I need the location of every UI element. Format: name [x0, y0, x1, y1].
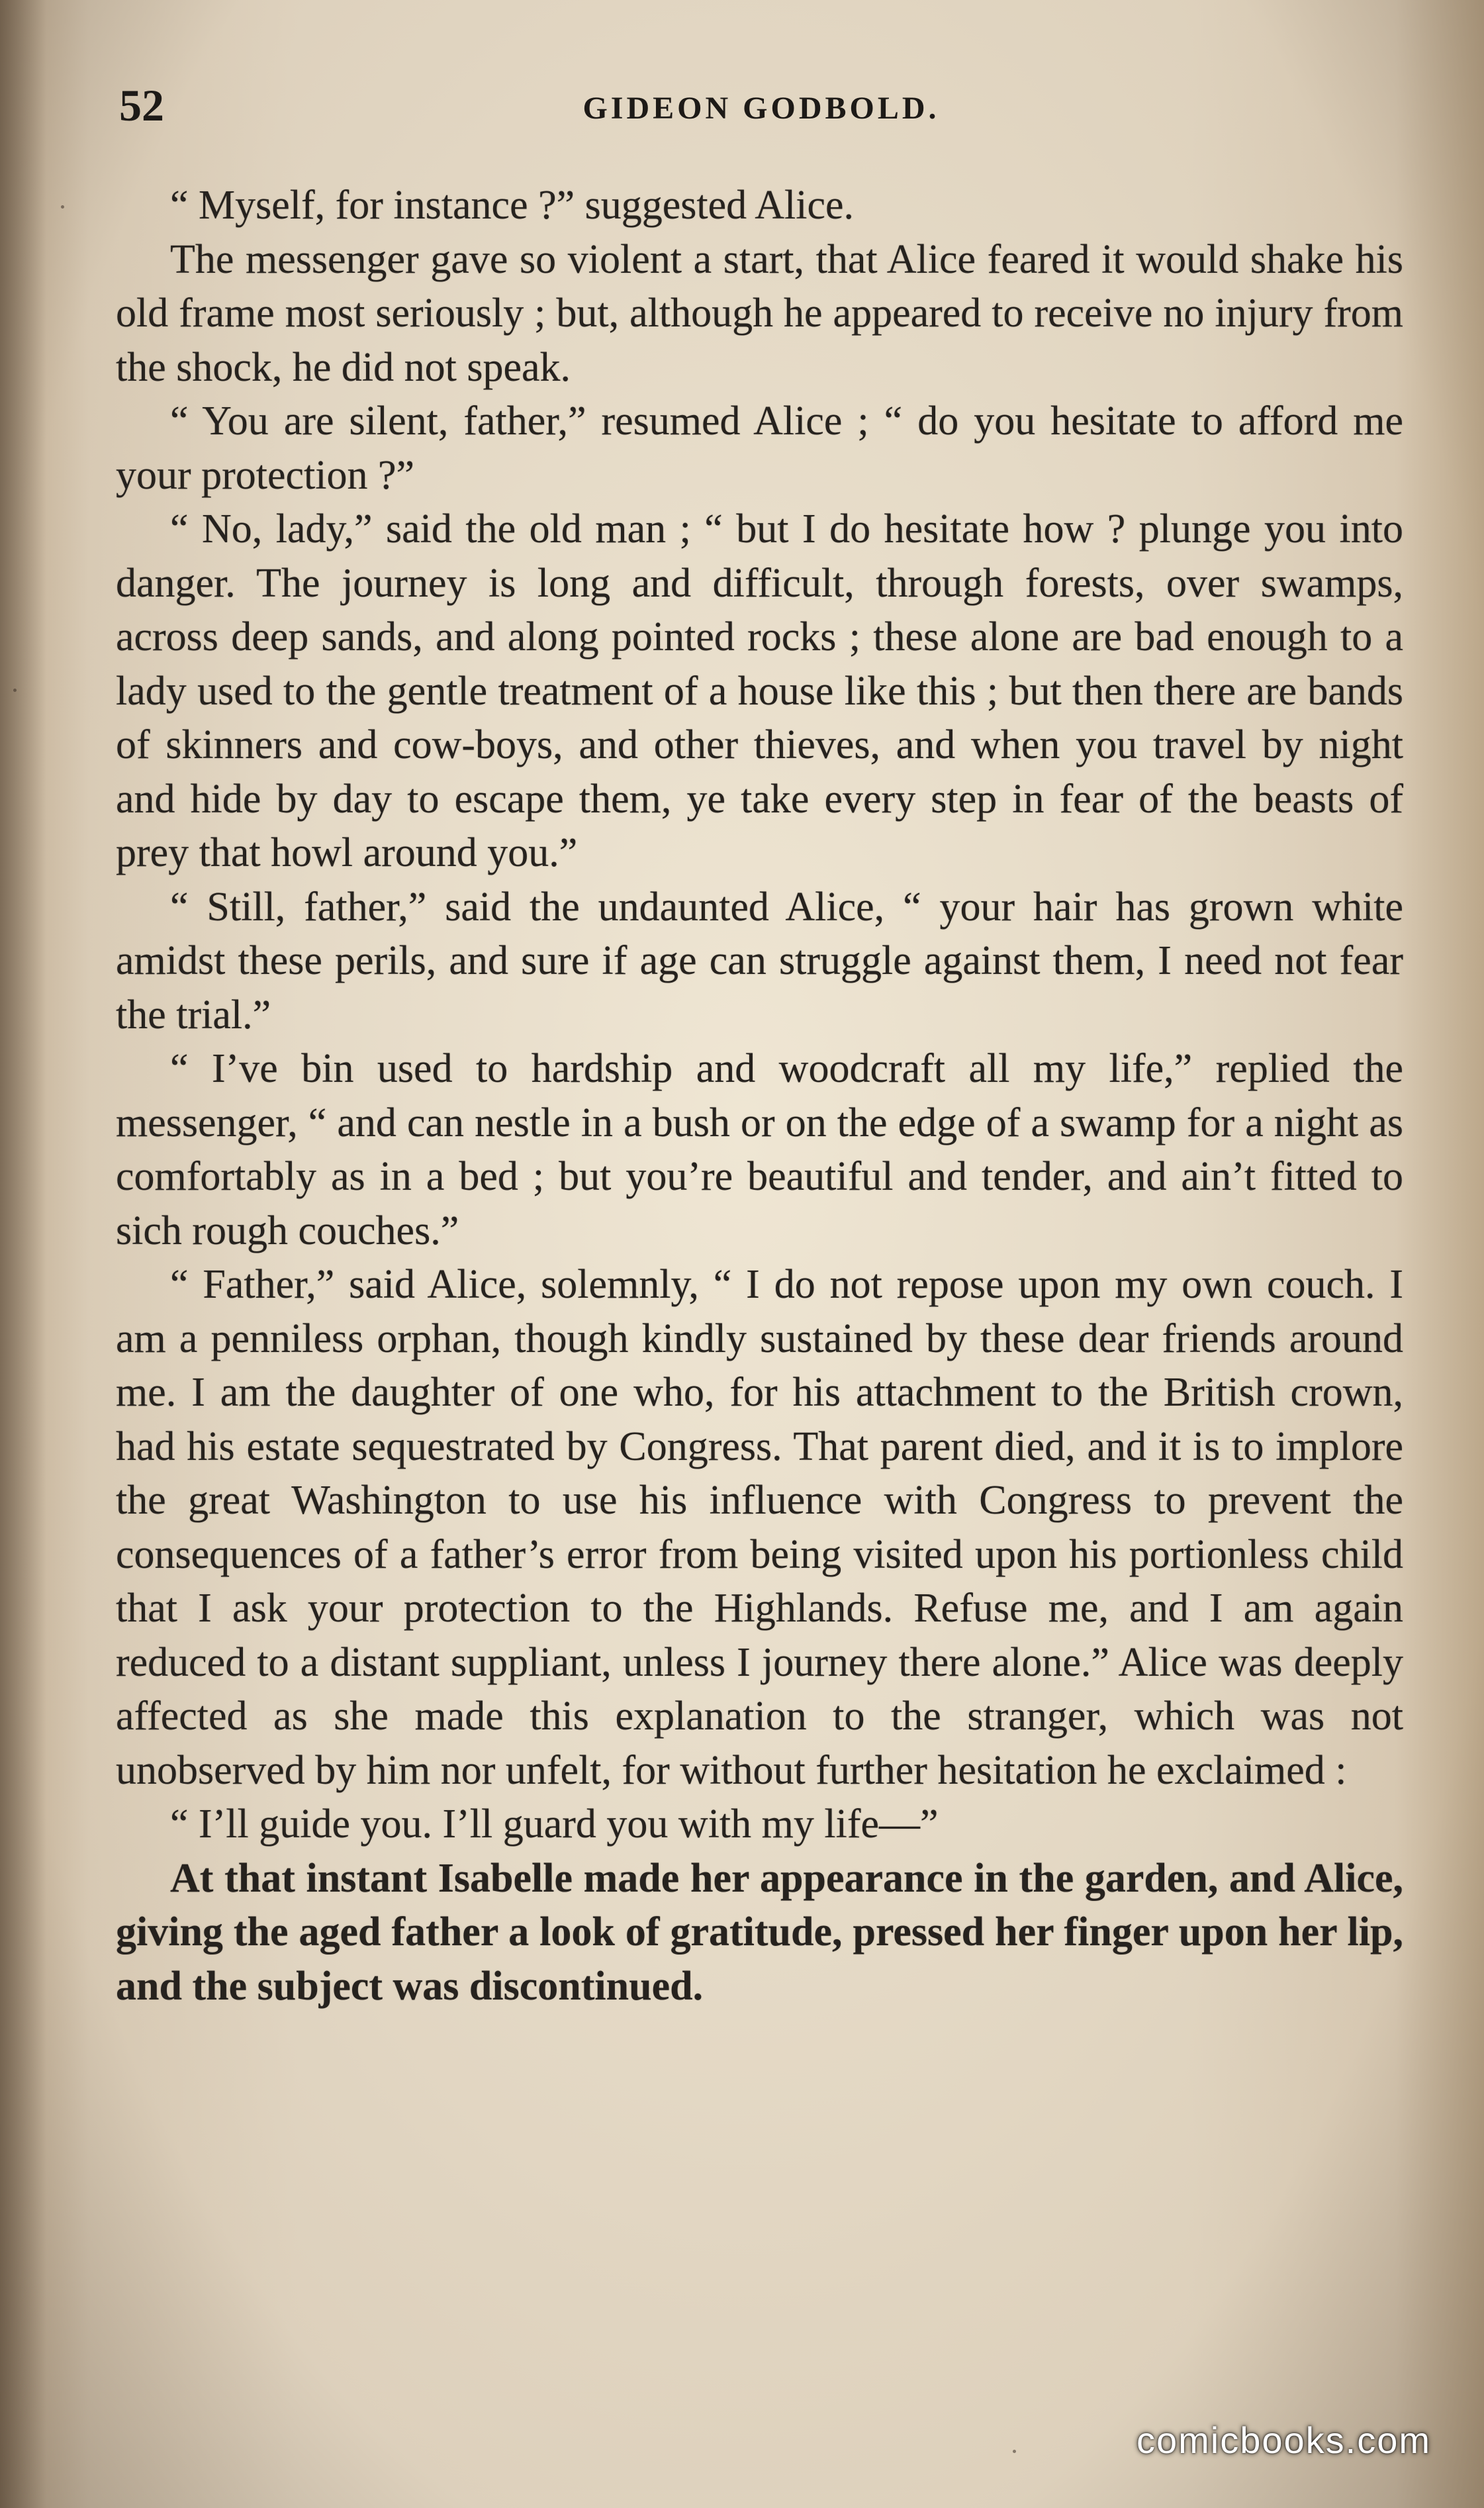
paragraph: At that instant Isabelle made her appearance in the garden, and Alice, giving the aged father a look of gratitude, pressed her finger upon her lip, and the subject was discontinued. — [116, 1855, 1403, 2009]
paper-speck — [61, 205, 64, 209]
paragraph: “ I’ll guide you. I’ll guard you with my life—” — [170, 1802, 939, 1847]
paragraph: “ You are silent, father,” resumed Alice ; “ do you hesitate to afford me your protection ?” — [116, 399, 1403, 498]
paragraph: The messenger gave so violent a start, that Alice feared it would shake his old frame most seriously ; but, although he appeared to receive no injury from the shock, he did not speak. — [116, 236, 1403, 390]
page-number: 52 — [119, 80, 164, 130]
paper-speck — [1013, 2450, 1016, 2453]
page-header — [119, 79, 1403, 139]
watermark: comicbooks.com — [1136, 2419, 1431, 2461]
paragraph: “ Myself, for instance ?” suggested Alice. — [170, 183, 854, 228]
paragraph: “ Still, father,” said the undaunted Alice, “ your hair has grown white amidst these perils, and sure if age can struggle against them, I need not fear the trial.” — [116, 884, 1403, 1037]
body-text — [116, 179, 1403, 2013]
paragraph: “ Father,” said Alice, solemnly, “ I do not repose upon my own couch. I am a penniless orphan, though kindly sustained by these dear friends around me. I am the daughter of one who, for his attachment to the British crown, had his estate sequestrated by Congress. That parent died, and it is to implore the great Washington to use his influence with Congress to prevent the consequences of a father’s error from being visited upon his portionless child that I ask your protection to the Highlands. Refuse me, and I am again reduced to a distant suppliant, unless I journey there alone.” Alice was deeply affected as she made this explanation to the stranger, which was not unobserved by him nor unfelt, for without further hesitation he exclaimed : — [116, 1262, 1403, 1793]
paper-speck — [13, 689, 17, 692]
spine-shadow — [0, 0, 46, 2508]
paragraph: “ I’ve bin used to hardship and woodcraft all my life,” replied the messenger, “ and can nestle in a bush or on the edge of a swamp for a night as comfortably as in a bed ; but you’re beautiful and tender, and ain’t fitted to sich rough couches.” — [116, 1046, 1403, 1253]
paragraph: “ No, lady,” said the old man ; “ but I do hesitate how ? plunge you into danger. The journey is long and difficult, through forests, over swamps, across deep sands, and along pointed rocks ; these alone are bad enough to a lady used to the gentle treatment of a house like this ; but then there are bands of skinners and cow-boys, and other thieves, and when you travel by night and hide by day to escape them, ye take every step in fear of the beasts of prey that howl around you.” — [116, 506, 1403, 875]
running-head: GIDEON GODBOLD. — [582, 91, 940, 126]
